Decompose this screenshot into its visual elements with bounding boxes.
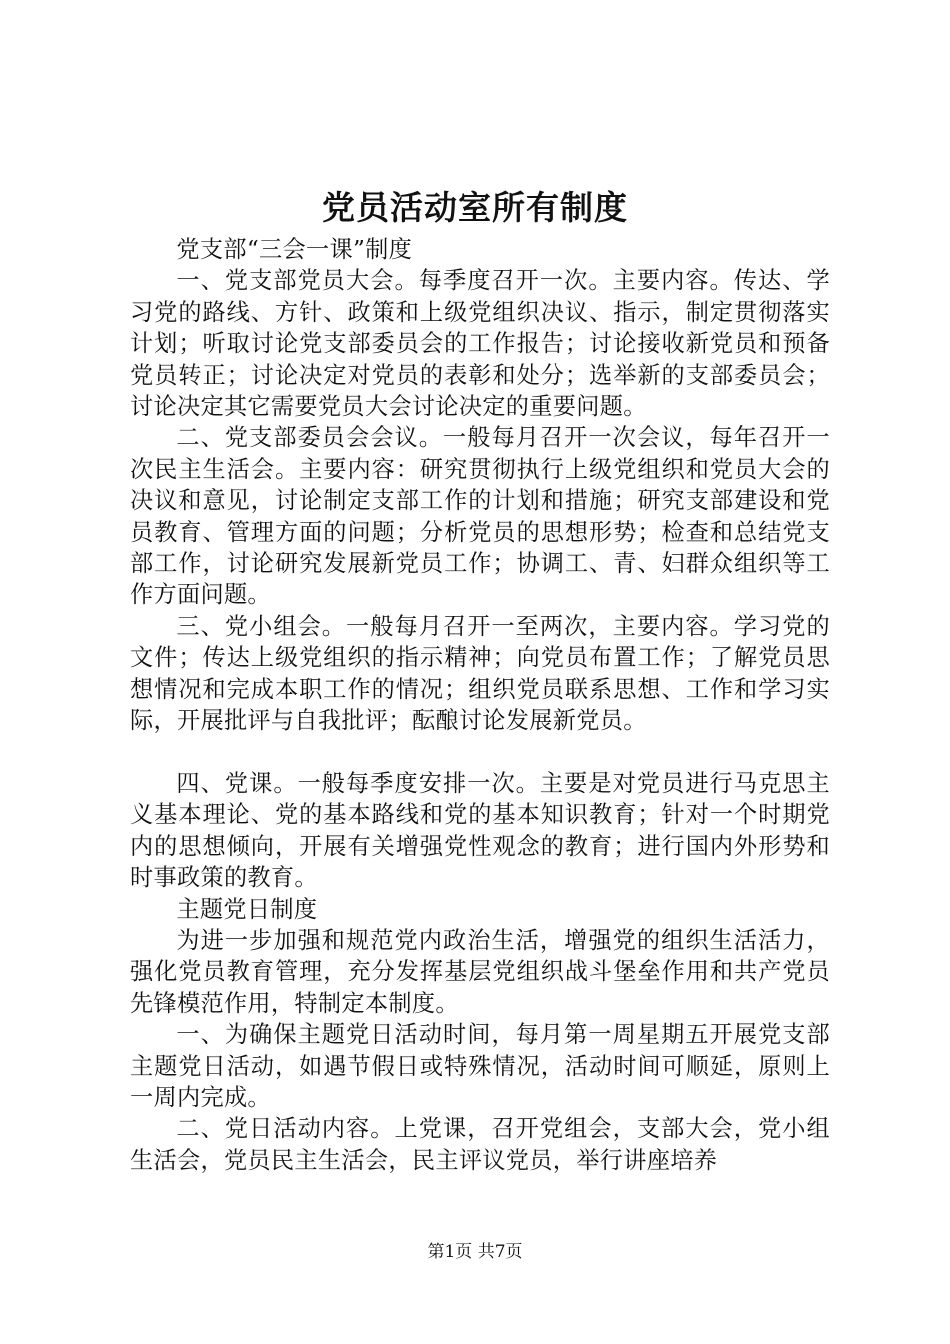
paragraph-party-member-meeting: 一、党支部党员大会。每季度召开一次。主要内容。传达、学习党的路线、方针、政策和上级党组织决议、指示，制定贯彻落实计划；听取讨论党支部委员会的工作报告；讨论接收新党员和预备党员转正；讨论决定对党员的表彰和处分；选举新的支部委员会；讨论决定其它需要党员大会讨论决定的重要问题。 <box>130 267 830 421</box>
paragraph-party-lesson: 四、党课。一般每季度安排一次。主要是对党员进行马克思主义基本理论、党的基本路线和党的基本知识教育；针对一个时期党内的思想倾向，开展有关增强党性观念的教育；进行国内外形势和时事政策的教育。 <box>130 769 830 892</box>
paragraph-party-day-intro: 为进一步加强和规范党内政治生活，增强党的组织生活活力，强化党员教育管理，充分发挥基层党组织战斗堡垒作用和共产党员先锋模范作用，特制定本制度。 <box>130 926 830 1017</box>
paragraph-group-meeting: 三、党小组会。一般每月召开一至两次，主要内容。学习党的文件；传达上级党组织的指示精神；向党员布置工作；了解党员思想情况和完成本职工作的情况；组织党员联系思想、工作和学习实际，开展批评与自我批评；酝酿讨论发展新党员。 <box>130 612 830 735</box>
paragraph-party-day-content: 二、党日活动内容。上党课，召开党组会，支部大会，党小组生活会，党员民主生活会，民主评议党员，举行讲座培养 <box>130 1115 830 1174</box>
paragraph-committee-meeting: 二、党支部委员会会议。一般每月召开一次会议，每年召开一次民主生活会。主要内容：研究贯彻执行上级党组织和党员大会的决议和意见，讨论制定支部工作的计划和措施；研究支部建设和党员教育、管理方面的问题；分析党员的思想形势；检查和总结党支部工作，讨论研究发展新党员工作；协调工、青、妇群众组织等工作方面问题。 <box>130 424 830 609</box>
document-body <box>130 234 830 1176</box>
section-heading-party-day: 主题党日制度 <box>176 895 318 923</box>
page-footer: 第1页 共7页 <box>427 1242 523 1262</box>
paragraph-party-day-time: 一、为确保主题党日活动时间，每月第一周星期五开展党支部主题党日活动，如遇节假日或特殊情况，活动时间可顺延，原则上一周内完成。 <box>130 1021 830 1111</box>
document-title: 党员活动室所有制度 <box>322 188 628 227</box>
section-heading-three-meetings: 党支部“三会一课”制度 <box>176 236 413 263</box>
